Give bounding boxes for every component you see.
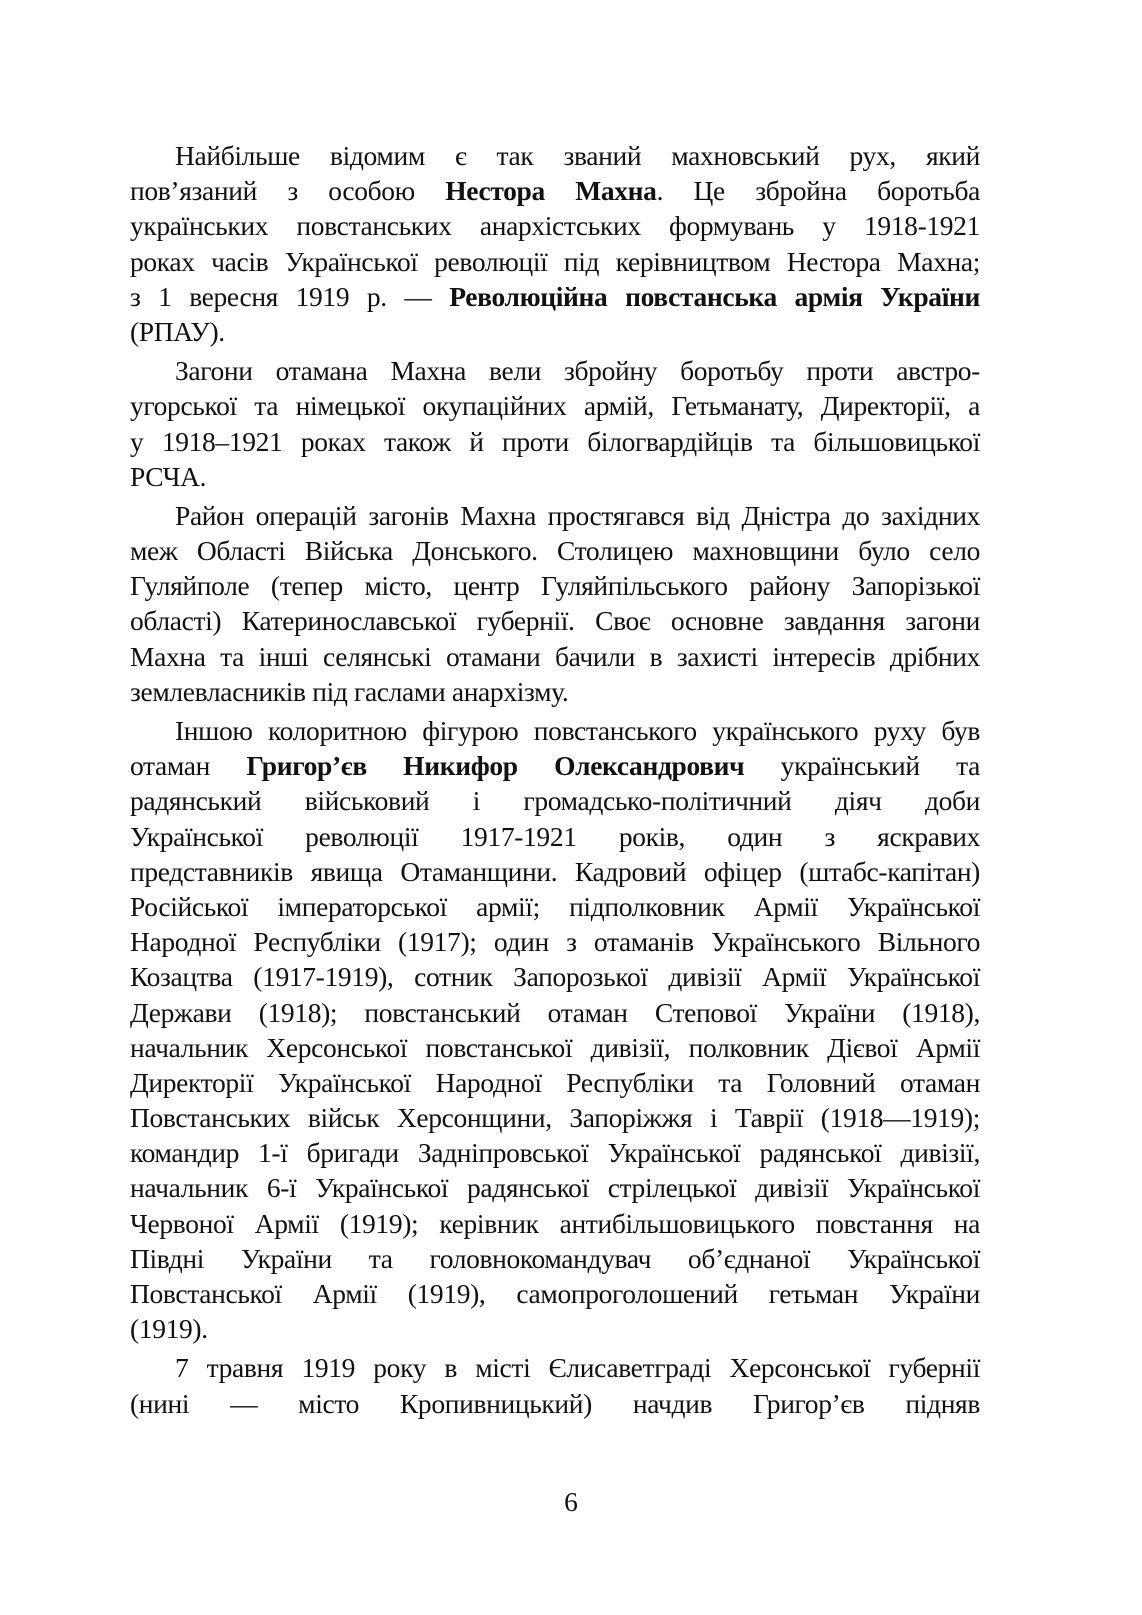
- text-line: [130, 244, 980, 279]
- text-line: [130, 173, 980, 208]
- text-line: [130, 1241, 980, 1276]
- text-run: угорської та німецької окупаційних армій, Гетьманату, Директорії, а: [130, 390, 980, 422]
- text-line: [130, 498, 980, 533]
- text-run: Район операцій загонів Махна простягався від Дністра до західних: [175, 499, 980, 531]
- text-line: [130, 1065, 980, 1100]
- text-run: Козацтва (1917-1919), сотник Запорозької дивізії Армії Української: [130, 961, 980, 993]
- text-run: РСЧА.: [130, 460, 207, 492]
- text-run: Гуляйполе (тепер місто, центр Гуляйпільського району Запорізької: [130, 570, 980, 602]
- text-line: [130, 674, 980, 709]
- text-run: Загони отамана Махна вели збройну боротьбу проти австро-: [175, 355, 980, 387]
- text-run: Народної Республіки (1917); один з отаманів Українського Вільного: [130, 926, 980, 958]
- text-run: Держави (1918); повстанський отаман Степової України (1918),: [130, 996, 980, 1028]
- text-line: [130, 138, 980, 173]
- text-run: області) Катеринославської губернії. Своє основне завдання загони: [130, 605, 980, 637]
- paragraph: [130, 353, 980, 494]
- text-line: [130, 783, 980, 818]
- text-run: отаман: [130, 750, 247, 782]
- text-run: (1919).: [130, 1313, 208, 1345]
- text-line: [130, 568, 980, 603]
- text-run: Махна та інші селянські отамани бачили в захисті інтересів дрібних: [130, 640, 980, 672]
- text-line: [130, 603, 980, 638]
- text-line: [130, 279, 980, 314]
- paragraph: [130, 498, 980, 709]
- text-run: землевласників під гаслами анархізму.: [130, 675, 569, 707]
- text-line: [130, 424, 980, 459]
- text-run: начальник Херсонської повстанської дивізії, полковник Дієвої Армії: [130, 1031, 980, 1063]
- text-run: українських повстанських анархістських формувань у 1918-1921: [130, 210, 980, 242]
- text-line: [130, 314, 980, 349]
- text-run: Повстанських військ Херсонщини, Запоріжжя і Таврії (1918—1919);: [130, 1102, 980, 1134]
- text-run: у 1918–1921 роках також й проти білогвардійців та більшовицької: [130, 425, 980, 457]
- text-line: [130, 353, 980, 388]
- text-line: [130, 1311, 980, 1346]
- text-line: [130, 854, 980, 889]
- text-run: Директорії Української Народної Республіки та Головний отаман: [130, 1066, 980, 1098]
- text-line: [130, 208, 980, 243]
- text-line: [130, 819, 980, 854]
- text-line: [130, 1135, 980, 1170]
- text-line: [130, 388, 980, 423]
- text-run: меж Області Війська Донського. Столицею махновщини було село: [130, 535, 980, 567]
- text-run: Повстанської Армії (1919), самопроголошений гетьман України: [130, 1278, 980, 1309]
- paragraph: [130, 713, 980, 1346]
- text-run: Півдні України та головнокомандувач об’єднаної Української: [130, 1242, 980, 1274]
- text-run: радянський військовий і громадсько-політичний діяч доби: [130, 785, 980, 817]
- text-run: представників явища Отаманщини. Кадровий офіцер (штабс-капітан): [130, 855, 980, 887]
- text-line: [130, 959, 980, 994]
- text-line: [130, 459, 980, 494]
- text-run: Української революції 1917-1921 років, один з яскравих: [130, 820, 980, 852]
- text-line: [130, 1170, 980, 1205]
- text-run: начальник 6-ї Української радянської стрілецької дивізії Української: [130, 1172, 980, 1204]
- page-number: 6: [564, 1486, 578, 1517]
- text-run: пов’язаний з особою: [130, 175, 446, 207]
- text-line: [130, 1100, 980, 1135]
- text-line: [130, 1276, 980, 1311]
- text-line: [130, 713, 980, 748]
- body-text: [130, 138, 980, 1421]
- text-line: [130, 533, 980, 568]
- text-run: Іншою колоритною фігурою повстанського українського руху був: [175, 715, 980, 746]
- text-line: [130, 1206, 980, 1241]
- text-line: [130, 1386, 980, 1421]
- paragraph: [130, 138, 980, 349]
- text-run: . Це збройна боротьба: [656, 175, 980, 207]
- text-line: [130, 924, 980, 959]
- bold-text-run: Григор’єв Никифор Олександрович: [246, 750, 745, 782]
- text-run: 7 травня 1919 року в місті Єлисаветграді Херсонської губернії: [175, 1352, 980, 1384]
- text-line: [130, 639, 980, 674]
- text-run: Червоної Армії (1919); керівник антибільшовицького повстання на: [130, 1207, 980, 1239]
- text-run: (нині — місто Кропивницький) начдив Григор’єв підняв: [130, 1387, 980, 1419]
- text-line: [130, 995, 980, 1030]
- text-run: (РПАУ).: [130, 315, 225, 347]
- bold-text-run: Нестора Махна: [445, 175, 657, 207]
- text-run: роках часів Української революції під керівництвом Нестора Махна;: [130, 245, 980, 277]
- text-line: [130, 748, 980, 783]
- text-run: Найбільше відомим є так званий махновський рух, який: [175, 140, 980, 171]
- paragraph: [130, 1350, 980, 1420]
- bold-text-run: Революційна повстанська армія України: [449, 280, 980, 312]
- text-line: [130, 1350, 980, 1385]
- text-run: з 1 вересня 1919 р. —: [130, 280, 450, 312]
- text-line: [130, 1030, 980, 1065]
- text-run: командир 1-ї бригади Задніпровської Української радянської дивізії,: [130, 1137, 980, 1169]
- text-run: Російської імператорської армії; підполковник Армії Української: [130, 890, 980, 922]
- text-run: український та: [744, 750, 980, 782]
- text-line: [130, 889, 980, 924]
